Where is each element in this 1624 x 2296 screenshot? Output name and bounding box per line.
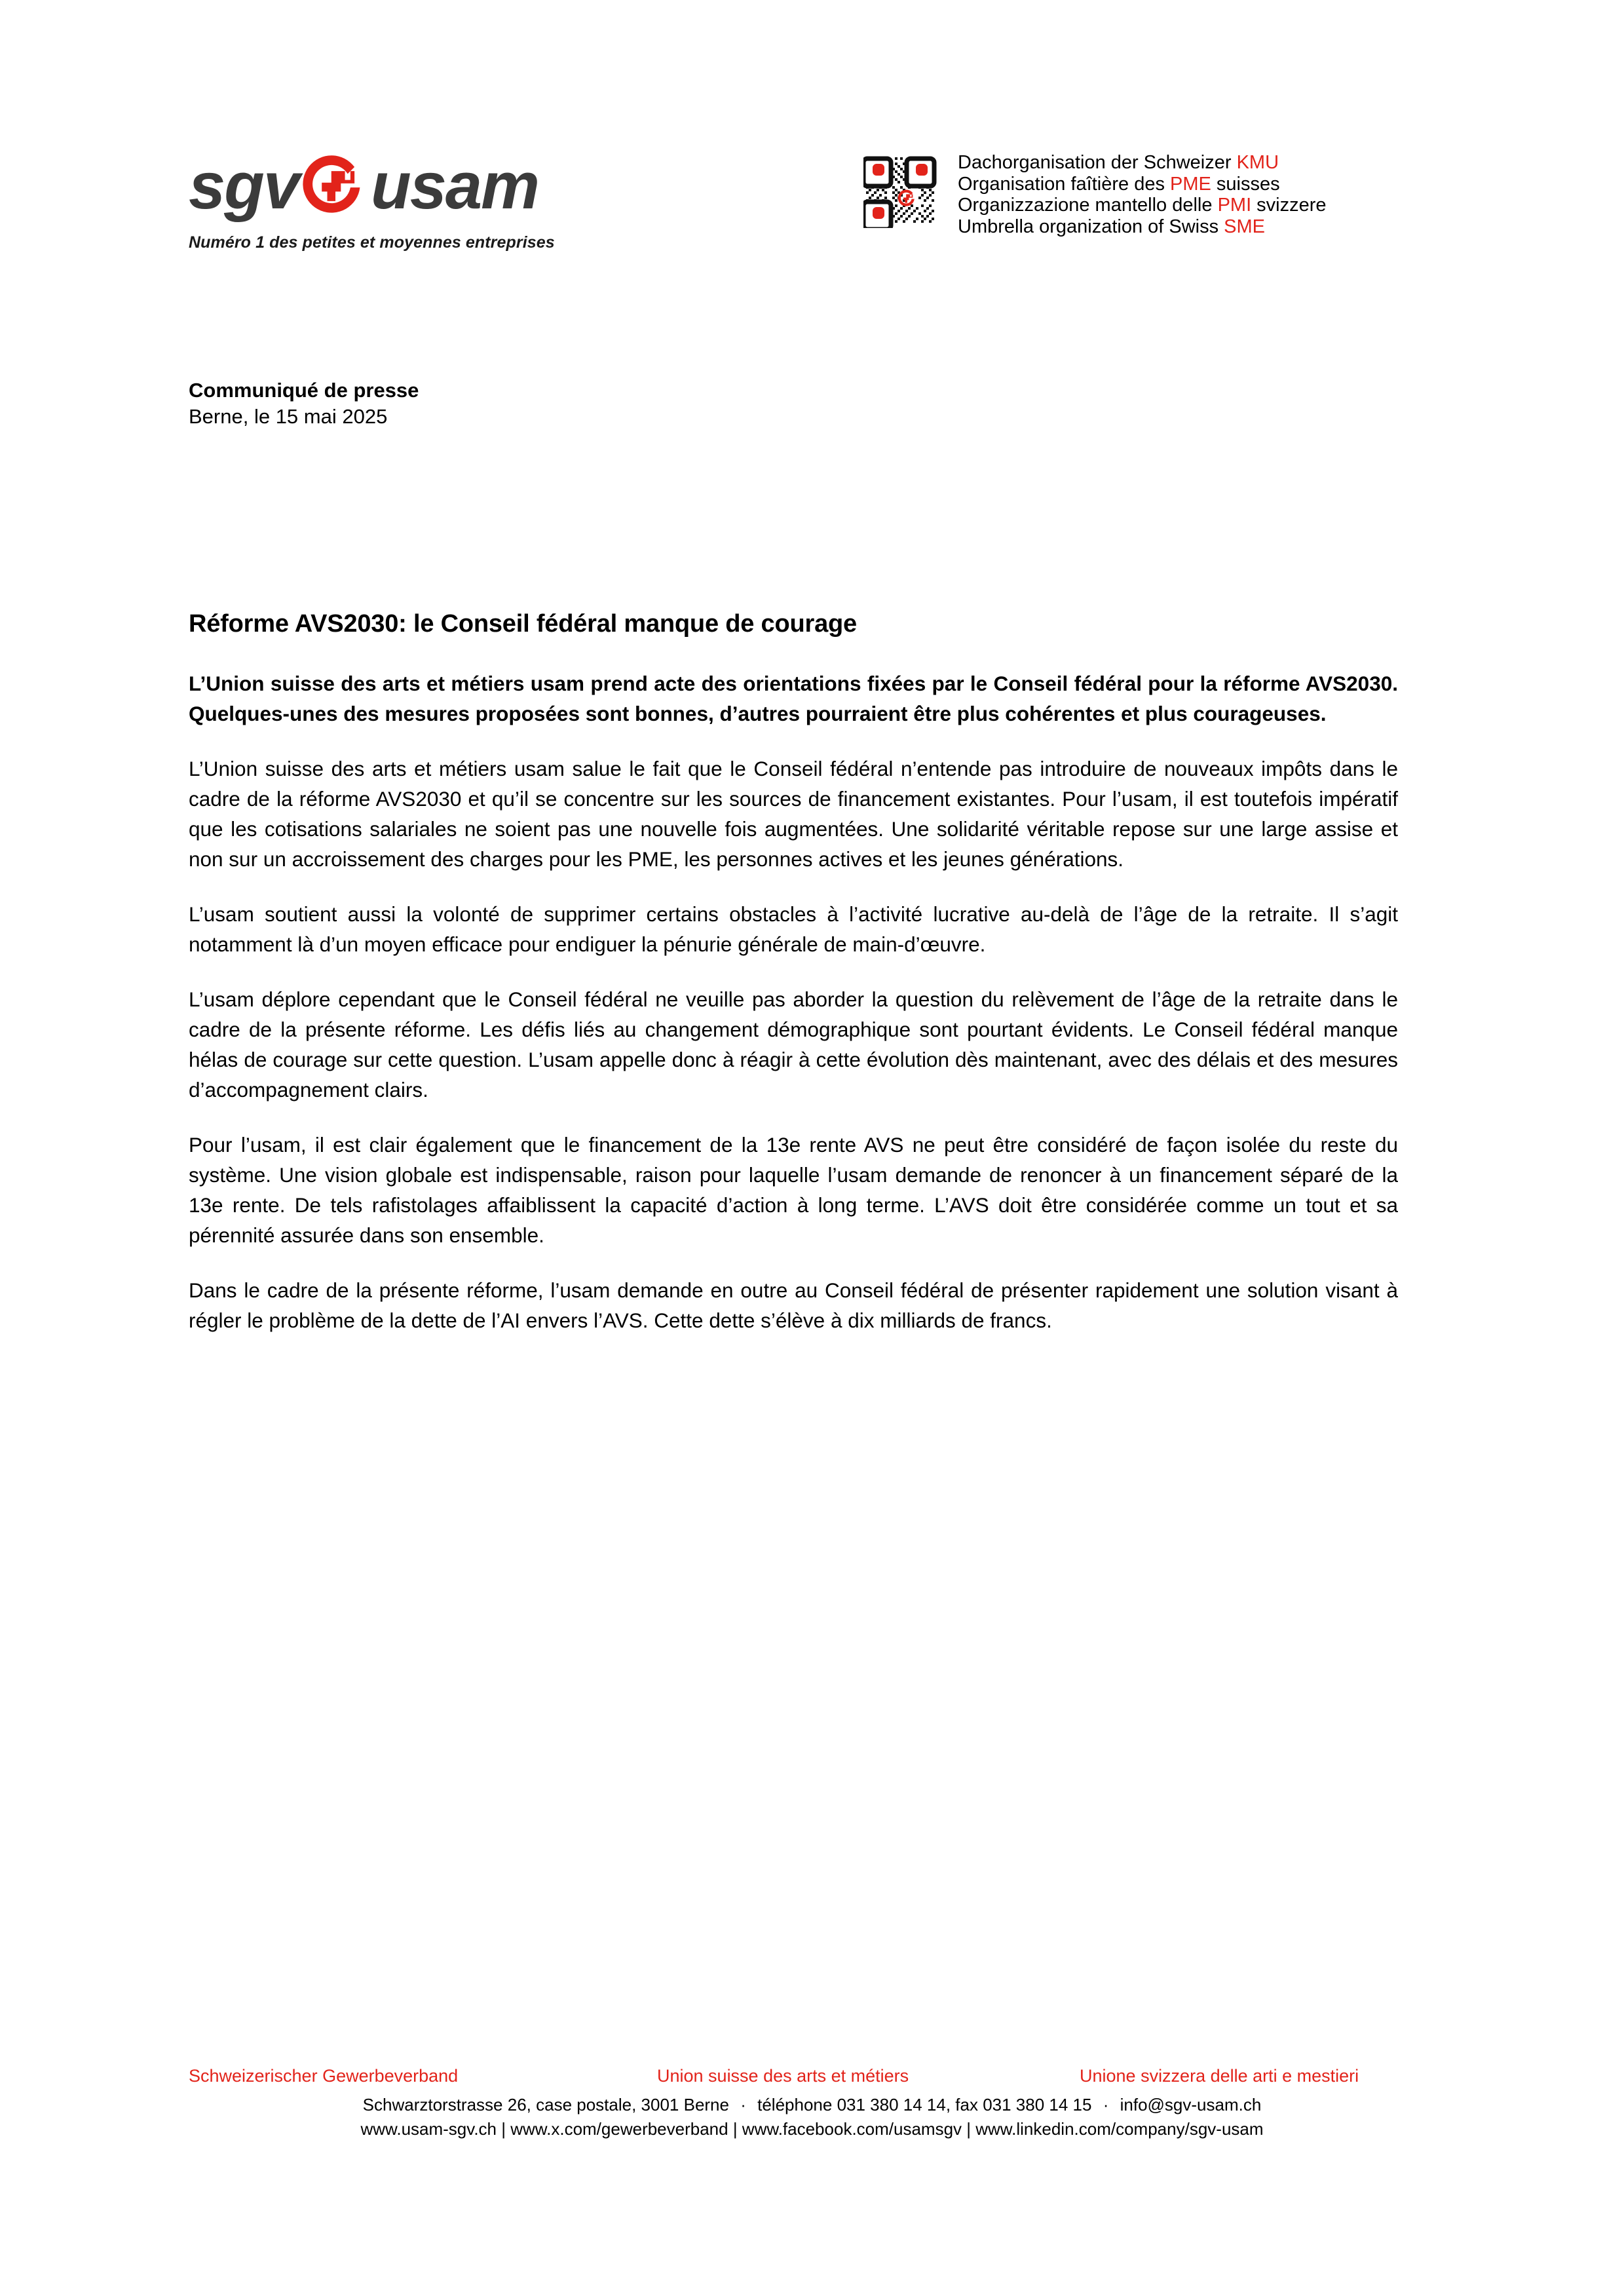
document-meta <box>189 377 419 430</box>
logo-text-usam: usam <box>371 149 538 223</box>
organization-claim-block <box>863 152 1327 237</box>
page-title: Réforme AVS2030: le Conseil fédéral manque de courage <box>189 610 857 638</box>
logo-tagline: Numéro 1 des petites et moyennes entreprises <box>189 233 555 252</box>
body-paragraph-2: L’usam soutient aussi la volonté de supprimer certains obstacles à l’activité lucrative au-delà de l’âge de la retraite. Il s’agit notamment là d’un moyen efficace pour endiguer la pénurie générale de main-d’œuvre. <box>189 902 1398 956</box>
claim-it-highlight: PMI <box>1217 195 1252 216</box>
footer-address: Schwarztorstrasse 26, case postale, 3001 Berne <box>362 2095 729 2114</box>
footer-contact-line <box>0 2093 1624 2117</box>
claim-line-it <box>958 195 1327 216</box>
claim-en-highlight: SME <box>1224 216 1266 237</box>
body-paragraph-1: L’Union suisse des arts et métiers usam salue le fait que le Conseil fédéral n’entende pas introduire de nouveaux impôts dans le cadre de la réforme AVS2030 et qu’il se concentre sur les sources de financement existantes. Pour l’usam, il est toutefois impératif que les cotisations salariales ne soient pas une nouvelle fois augmentées. Une solidarité véritable repose sur une large assise et non sur un accroissement des charges pour les PME, les personnes actives et les jeunes générations. <box>189 757 1398 871</box>
footer-org-de: Schweizerischer Gewerbeverband <box>189 2066 459 2086</box>
claim-de-text: Dachorganisation der Schweizer <box>958 152 1237 173</box>
claim-line-fr <box>958 174 1327 195</box>
footer-separator-2: · <box>1103 2095 1109 2114</box>
footer-org-fr: Union suisse des arts et métiers <box>657 2066 909 2086</box>
qr-code-icon[interactable] <box>863 155 937 228</box>
body-paragraph-5: Dans le cadre de la présente réforme, l’usam demande en outre au Conseil fédéral de présenter rapidement une solution visant à régler le problème de la dette de l’AI envers l’AVS. Cette dette s’élève à dix milliards de francs. <box>189 1278 1398 1332</box>
logo-text-sgv: sgv <box>189 149 299 223</box>
footer-separator-1: · <box>740 2095 746 2114</box>
claim-it-text: Organizzazione mantello delle <box>958 195 1218 216</box>
page-footer <box>0 2063 1624 2141</box>
claim-fr-highlight: PME <box>1170 173 1211 195</box>
page-header <box>0 149 1624 280</box>
claim-lines <box>958 152 1327 237</box>
footer-org-it: Unione svizzera delle arti e mestieri <box>1080 2066 1359 2086</box>
footer-phone: téléphone 031 380 14 14, fax 031 380 14 15 <box>757 2095 1092 2114</box>
claim-it-suffix: svizzere <box>1251 195 1327 216</box>
claim-fr-text: Organisation faîtière des <box>958 173 1171 195</box>
footer-links-line[interactable]: www.usam-sgv.ch | www.x.com/gewerbeverband | www.facebook.com/usamsgv | www.linkedin.com/company/sgv-usam <box>360 2119 1264 2139</box>
lead-paragraph: L’Union suisse des arts et métiers usam prend acte des orientations fixées par le Conseil fédéral pour la réforme AVS2030. Quelques-unes des mesures proposées sont bonnes, d’autres pourraient être plus cohérentes et plus courageuses. <box>189 672 1398 725</box>
usam-swiss-cross-emblem-icon <box>301 152 369 220</box>
claim-line-de <box>958 152 1327 174</box>
footer-organization-names <box>0 2063 1624 2093</box>
claim-line-en <box>958 216 1327 238</box>
body-paragraph-4: Pour l’usam, il est clair également que le financement de la 13e rente AVS ne peut être considéré de façon isolée du reste du système. Une vision globale est indispensable, raison pour laquelle l’usam demande de renoncer à un financement séparé de la 13e rente. De tels rafistolages affaiblissent la capacité d’action à long terme. L’AVS doit être considérée comme un tout et sa pérennité assurée dans son ensemble. <box>189 1133 1398 1247</box>
document-body <box>189 608 1398 1335</box>
claim-de-highlight: KMU <box>1236 152 1279 173</box>
logo-wordmark <box>189 149 608 223</box>
claim-fr-suffix: suisses <box>1211 173 1280 195</box>
place-date-label: Berne, le 15 mai 2025 <box>189 405 388 428</box>
claim-en-text: Umbrella organization of Swiss <box>958 216 1224 237</box>
document-type-label: Communiqué de presse <box>189 379 419 402</box>
footer-email[interactable]: info@sgv-usam.ch <box>1120 2095 1262 2114</box>
usam-logo <box>189 149 608 252</box>
body-paragraph-3: L’usam déplore cependant que le Conseil fédéral ne veuille pas aborder la question du relèvement de l’âge de la retraite dans le cadre de la présente réforme. Les défis liés au changement démographique sont pourtant évidents. Le Conseil fédéral manque hélas de courage sur cette question. L’usam appelle donc à réagir à cette évolution dès maintenant, avec des délais et des mesures d’accompagnement clairs. <box>189 987 1398 1101</box>
